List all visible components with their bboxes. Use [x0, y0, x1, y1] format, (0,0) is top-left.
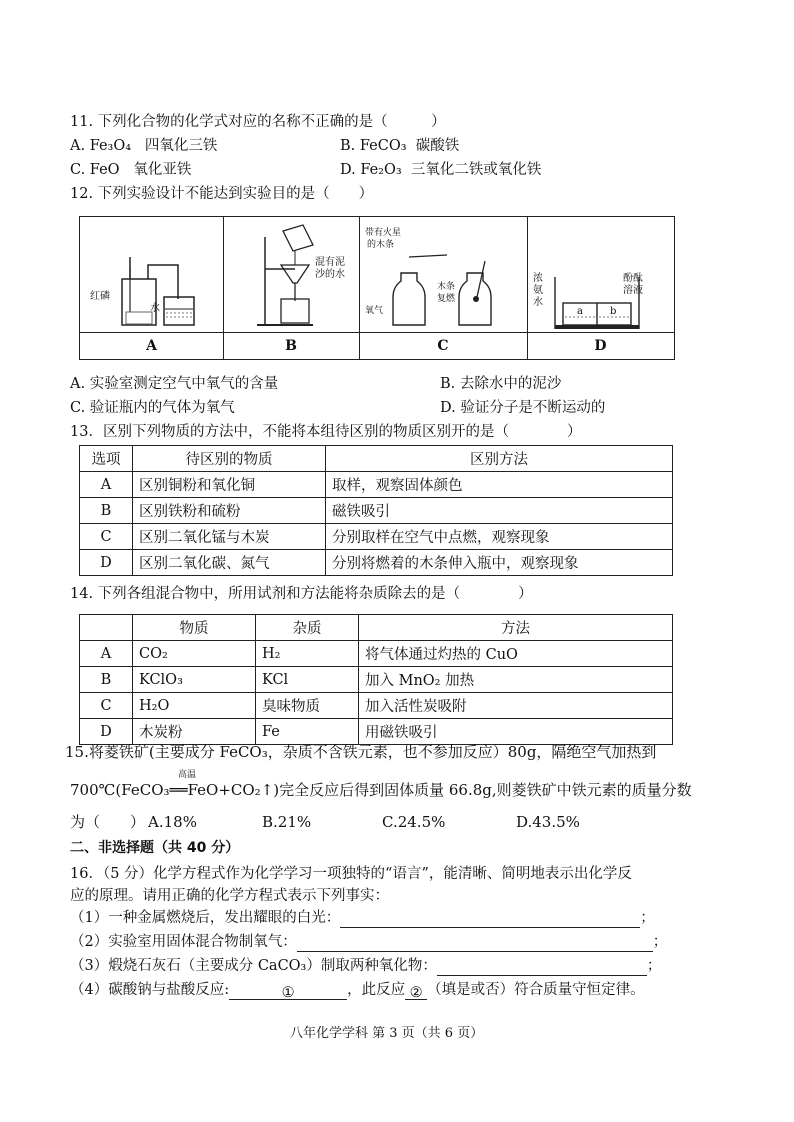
- label-ammonia-1: 浓: [533, 273, 543, 284]
- label-relight: 复燃: [437, 294, 456, 304]
- table-cell: D: [80, 719, 133, 745]
- q16-intro-2: 应的原理。请用正确的化学方程式表示下列事实：: [70, 888, 389, 904]
- table-cell: Fe: [256, 719, 359, 745]
- table-cell: C: [80, 693, 133, 719]
- q16-intro-1: 16．（5 分）化学方程式作为化学学习一项独特的“语言”，能清晰、简明地表示出化学反: [70, 866, 632, 882]
- header-cell: 选项: [80, 446, 133, 472]
- table-cell: H₂O: [133, 693, 256, 719]
- table-cell: 用磁铁吸引: [359, 719, 673, 745]
- apparatus-d-illustration: [527, 217, 674, 333]
- label-muddy-water-2: 沙的水: [315, 269, 345, 280]
- table-row: [80, 524, 673, 550]
- table-cell: 区别二氧化碳、氮气: [133, 550, 326, 576]
- table-cell: 区别铜粉和氧化铜: [133, 472, 326, 498]
- table-cell: KCl: [256, 667, 359, 693]
- q11-option-c: C. FeO 氧化亚铁: [70, 162, 192, 178]
- table-row: [80, 693, 673, 719]
- q14-table: [79, 614, 673, 745]
- q16-item-1: （1）一种金属燃烧后，发出耀眼的白光： ；: [70, 910, 655, 926]
- q15-condition: 高温: [178, 770, 197, 780]
- header-cell: 区别方法: [326, 446, 673, 472]
- table-row: [80, 498, 673, 524]
- table-cell: A: [80, 472, 133, 498]
- figure-c-label: C: [359, 332, 527, 359]
- q16-item-2: （2）实验室用固体混合物制氧气： ；: [70, 934, 668, 950]
- header-cell: 方法: [359, 615, 673, 641]
- label-water: 水: [150, 303, 160, 314]
- q14-stem: 14. 下列各组混合物中，所用试剂和方法能将杂质除去的是（ ）: [70, 586, 533, 602]
- figure-b: [223, 217, 360, 359]
- label-beaker-a: a: [577, 306, 583, 317]
- table-cell: 将气体通过灼热的 CuO: [359, 641, 673, 667]
- q15-option-d: D.43.5%: [516, 813, 580, 831]
- label-splint: 木条: [437, 282, 456, 292]
- q13-table: [79, 445, 673, 576]
- q15-option-b: B.21%: [262, 813, 312, 831]
- table-cell: 区别铁粉和硫粉: [133, 498, 326, 524]
- table-cell: 木炭粉: [133, 719, 256, 745]
- table-cell: 取样，观察固体颜色: [326, 472, 673, 498]
- table-cell: 臭味物质: [256, 693, 359, 719]
- label-muddy-water-1: 混有泥: [315, 257, 345, 268]
- table-cell: 磁铁吸引: [326, 498, 673, 524]
- q13-stem: 13．区别下列物质的方法中，不能将本组待区别的物质区别开的是（ ）: [70, 424, 582, 440]
- q12-option-a: A. 实验室测定空气中氧气的含量: [70, 376, 279, 392]
- table-cell: B: [80, 498, 133, 524]
- figure-c: [359, 217, 528, 359]
- q15-option-c: C.24.5%: [382, 813, 446, 831]
- q12-figure-table: [79, 216, 675, 360]
- q12-option-c: C. 验证瓶内的气体为氧气: [70, 400, 235, 416]
- figure-b-label: B: [223, 332, 359, 359]
- table-cell: 加入 MnO₂ 加热: [359, 667, 673, 693]
- table-cell: H₂: [256, 641, 359, 667]
- label-ammonia-2: 氨: [533, 285, 543, 296]
- figure-d-label: D: [527, 332, 674, 359]
- q15-line-3-prefix: 为（ ）: [70, 813, 146, 831]
- q11-option-a: A. Fe₃O₄ 四氧化三铁: [70, 138, 218, 154]
- q11-option-b: B. FeCO₃ 碳酸铁: [340, 138, 460, 154]
- label-red-phosphorus: 红磷: [90, 291, 110, 302]
- answer-blank-4-1[interactable]: ①: [229, 983, 347, 1000]
- header-cell: 杂质: [256, 615, 359, 641]
- answer-blank-1[interactable]: [340, 911, 640, 928]
- table-cell: CO₂: [133, 641, 256, 667]
- answer-blank-3[interactable]: [437, 959, 647, 976]
- q16-item-4: （4）碳酸钠与盐酸反应: ① ，此反应 ② （填是或否）符合质量守恒定律。: [70, 982, 645, 1001]
- answer-blank-2[interactable]: [297, 935, 653, 952]
- header-cell: 物质: [133, 615, 256, 641]
- table-cell: A: [80, 641, 133, 667]
- table-cell: 分别取样在空气中点燃，观察现象: [326, 524, 673, 550]
- label-oxygen: 氧气: [365, 306, 384, 316]
- section-2-title: 二、非选择题（共 40 分）: [70, 840, 240, 856]
- table-header-row: [80, 446, 673, 472]
- label-ammonia-3: 水: [533, 297, 543, 308]
- label-beaker-b: b: [610, 306, 617, 317]
- q11-stem: 11. 下列化合物的化学式对应的名称不正确的是（ ）: [70, 114, 446, 130]
- table-row: [80, 472, 673, 498]
- figure-d: [527, 217, 674, 359]
- q12-option-b: B. 去除水中的泥沙: [440, 376, 562, 392]
- q15-line-1: 15.将菱铁矿(主要成分 FeCO₃，杂质不含铁元素，也不参加反应）80g，隔绝空气加热到: [65, 743, 657, 761]
- table-row: [80, 550, 673, 576]
- q11-option-d: D. Fe₂O₃ 三氧化二铁或氧化铁: [340, 162, 542, 178]
- header-cell: [80, 615, 133, 641]
- label-glowing-splint-2: 的木条: [367, 240, 395, 250]
- page-footer: 八年化学学科 第 3 页（共 6 页）: [290, 1026, 484, 1041]
- q15-line-2: 700℃(FeCO₃══FeO+CO₂↑)完全反应后得到固体质量 66.8g,则菱铁矿中铁元素的质量分数: [70, 781, 692, 799]
- header-cell: 待区别的物质: [133, 446, 326, 472]
- table-cell: C: [80, 524, 133, 550]
- table-cell: D: [80, 550, 133, 576]
- q12-stem: 12. 下列实验设计不能达到实验目的是（ ）: [70, 186, 374, 202]
- apparatus-a-illustration: [80, 217, 223, 333]
- table-cell: 区别二氧化锰与木炭: [133, 524, 326, 550]
- table-header-row: [80, 615, 673, 641]
- q15-option-a: A.18%: [148, 813, 197, 831]
- answer-blank-4-2[interactable]: ②: [405, 983, 427, 1000]
- label-phenolphthalein-2: 溶液: [623, 285, 643, 296]
- q12-option-d: D. 验证分子是不断运动的: [440, 400, 606, 416]
- q16-item-3: （3）煅烧石灰石（主要成分 CaCO₃）制取两种氧化物： ；: [70, 958, 662, 974]
- label-glowing-splint-1: 带有火星: [365, 228, 402, 238]
- table-cell: B: [80, 667, 133, 693]
- table-cell: 分别将燃着的木条伸入瓶中，观察现象: [326, 550, 673, 576]
- table-cell: 加入活性炭吸附: [359, 693, 673, 719]
- label-phenolphthalein-1: 酚酞: [623, 273, 643, 284]
- table-row: [80, 641, 673, 667]
- table-row: [80, 667, 673, 693]
- table-cell: KClO₃: [133, 667, 256, 693]
- figure-a: [80, 217, 224, 359]
- figure-a-label: A: [80, 332, 223, 359]
- table-row: [80, 719, 673, 745]
